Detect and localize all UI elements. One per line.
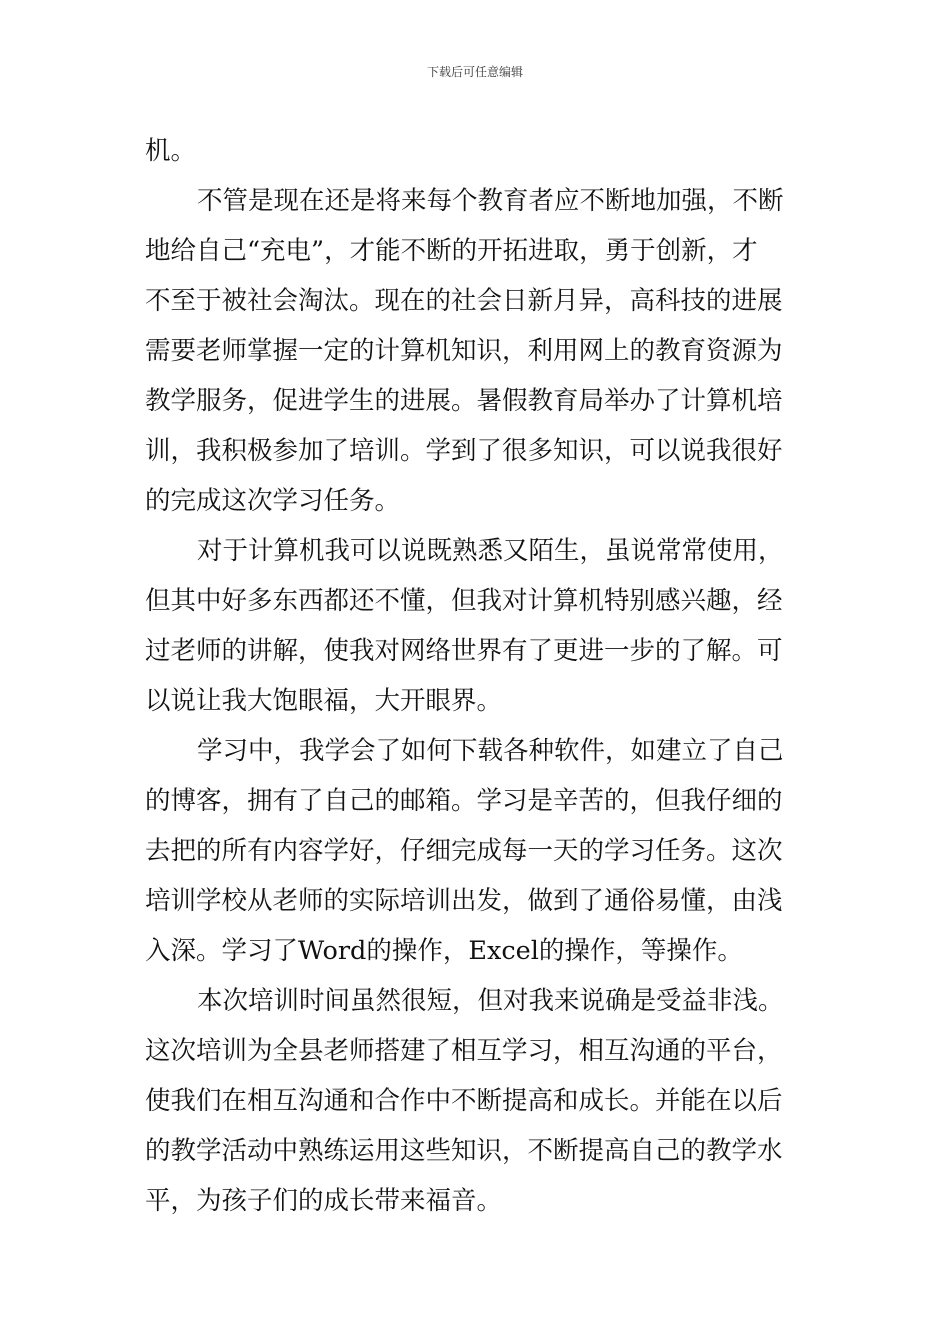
text-line: 学习中，我学会了如何下载各种软件，如建立了自己 [197,736,784,766]
text-line: 培训学校从老师的实际培训出发，做到了通俗易懂，由浅 [145,886,783,916]
text-line: 本次培训时间虽然很短，但对我来说确是受益非浅。 [197,986,784,1016]
text-line: 这次培训为全县老师搭建了相互学习，相互沟通的平台， [145,1036,783,1066]
text-line: 但其中好多东西都还不懂，但我对计算机特别感兴趣，经 [145,586,783,616]
text-line: 教学服务，促进学生的进展。暑假教育局举办了计算机培 [145,386,783,416]
page-header: 下载后可任意编辑 [426,65,523,79]
text-line: 的博客，拥有了自己的邮箱。学习是辛苦的，但我仔细的 [145,786,783,816]
text-line: 地给自己“充电”，才能不断的开拓进取，勇于创新，才 [145,236,758,266]
text-line: 入深。学习了Word的操作，Excel的操作，等操作。 [145,936,743,966]
text-line: 不至于被社会淘汰。现在的社会日新月异，高科技的进展 [145,286,783,316]
text-line: 平，为孩子们的成长带来福音。 [145,1186,503,1216]
text-line: 机。 [145,136,197,166]
text-line: 需要老师掌握一定的计算机知识，利用网上的教育资源为 [145,336,783,366]
text-line: 去把的所有内容学好，仔细完成每一天的学习任务。这次 [145,836,783,866]
body-text [145,126,807,1226]
text-line: 使我们在相互沟通和合作中不断提高和成长。并能在以后 [145,1086,783,1116]
text-line: 对于计算机我可以说既熟悉又陌生，虽说常常使用， [197,536,784,566]
text-line: 的完成这次学习任务。 [145,486,401,516]
text-line: 的教学活动中熟练运用这些知识，不断提高自己的教学水 [145,1136,783,1166]
text-line: 训，我积极参加了培训。学到了很多知识，可以说我很好 [145,436,783,466]
text-line: 过老师的讲解，使我对网络世界有了更进一步的了解。可 [145,636,783,666]
text-line: 不管是现在还是将来每个教育者应不断地加强，不断 [197,186,784,216]
text-line: 以说让我大饱眼福，大开眼界。 [145,686,503,716]
